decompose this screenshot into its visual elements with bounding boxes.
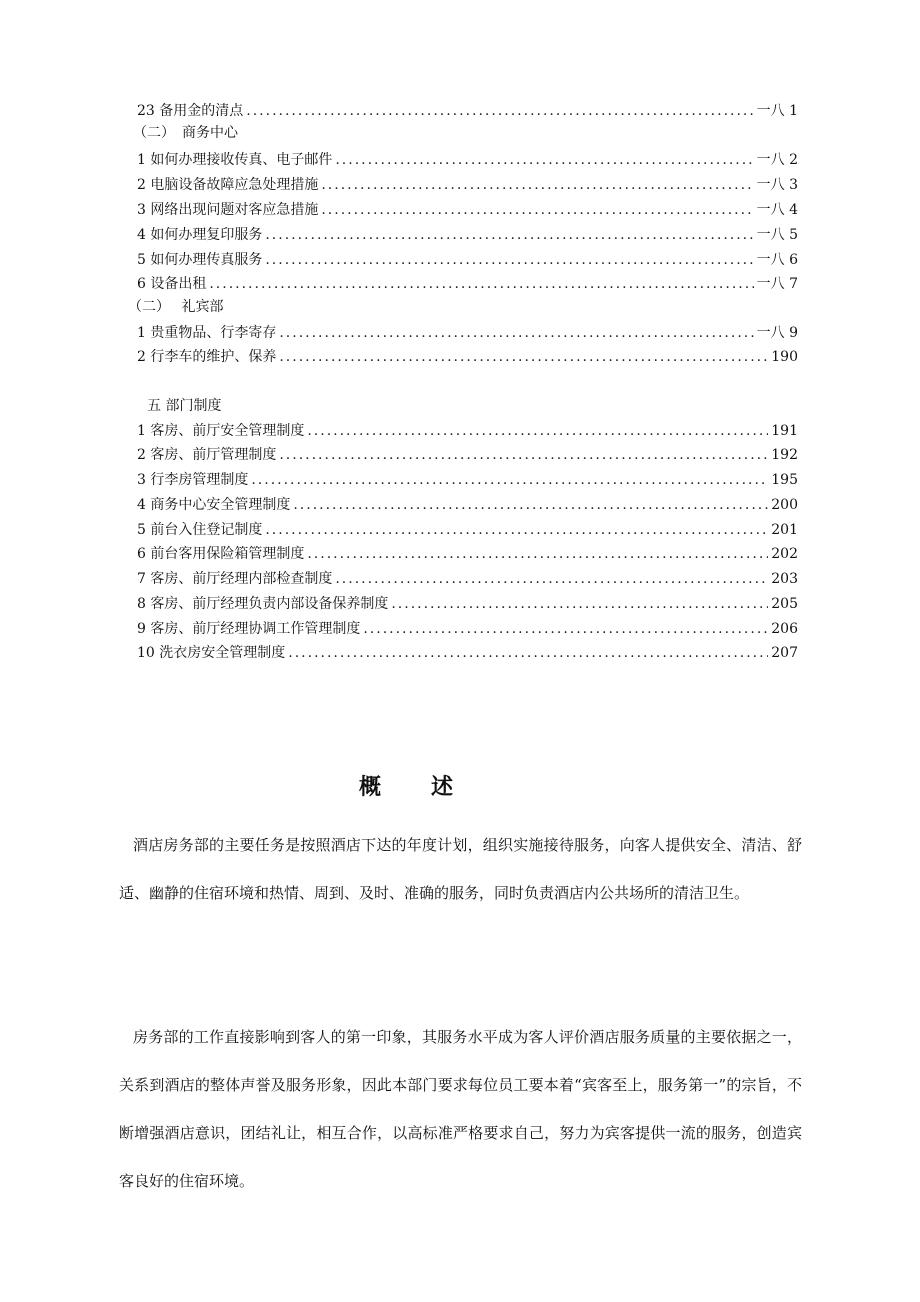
toc-entry[interactable]	[137, 174, 798, 196]
toc-leader-dots	[209, 273, 753, 295]
toc-entry[interactable]	[137, 593, 798, 615]
toc-entry-title: 2 客房、前厅管理制度	[137, 447, 277, 463]
toc-entry-title: 1 如何办理接收传真、电子邮件	[137, 152, 333, 168]
overview-title: 概述	[358, 775, 503, 800]
toc-entry[interactable]	[137, 100, 798, 122]
toc-leader-dots	[265, 249, 753, 271]
toc-entry-page: 一八 4	[756, 202, 798, 218]
toc-entry-title: 8 客房、前厅经理负责内部设备保养制度	[137, 596, 389, 612]
toc-entry-page: 一八 3	[756, 177, 798, 193]
toc-leader-dots	[363, 618, 768, 640]
toc-leader-dots	[391, 593, 768, 615]
toc-entry-title: 4 商务中心安全管理制度	[137, 497, 291, 513]
toc-entry-page: 207	[771, 645, 798, 661]
toc-entry-title: 5 前台入住登记制度	[137, 522, 263, 538]
toc-entry-title: 2 电脑设备故障应急处理措施	[137, 177, 319, 193]
toc-leader-dots	[288, 642, 768, 664]
toc-entry-title: 5 如何办理传真服务	[137, 252, 263, 268]
toc-leader-dots	[279, 322, 753, 344]
toc-entry[interactable]	[137, 568, 798, 590]
toc-entry[interactable]	[137, 149, 798, 171]
toc-entry[interactable]	[137, 249, 798, 271]
toc-entry-title: 4 如何办理复印服务	[137, 227, 263, 243]
toc-entry-title: 6 设备出租	[137, 276, 207, 292]
toc-entry-page: 201	[771, 522, 798, 538]
toc-leader-dots	[251, 469, 768, 491]
toc-section-heading: （二） 商务中心	[133, 125, 238, 141]
toc-entry-title: 7 客房、前厅经理内部检查制度	[137, 571, 333, 587]
toc-entry-title: 3 网络出现问题对客应急措施	[137, 202, 319, 218]
toc-entry-page: 203	[771, 571, 798, 587]
toc-section-heading: （二） 礼宾部	[128, 299, 224, 315]
toc-entry-page: 195	[771, 472, 798, 488]
toc-section-heading: 五 部门制度	[147, 398, 222, 414]
toc-leader-dots	[335, 149, 753, 171]
toc-leader-dots	[307, 543, 768, 565]
toc-entry-title: 3 行李房管理制度	[137, 472, 249, 488]
toc-entry[interactable]	[137, 420, 798, 442]
toc-leader-dots	[279, 444, 768, 466]
toc-entry-title: 6 前台客用保险箱管理制度	[137, 546, 305, 562]
toc-leader-dots	[321, 199, 753, 221]
toc-leader-dots	[246, 100, 753, 122]
toc-entry-page: 192	[771, 447, 798, 463]
toc-leader-dots	[293, 494, 768, 516]
overview-paragraph: 酒店房务部的主要任务是按照酒店下达的年度计划，组织实施接待服务，向客人提供安全、清洁、舒适、幽静的住宿环境和热情、周到、及时、准确的服务，同时负责酒店内公共场所的清洁卫生。	[119, 836, 802, 902]
toc-entry[interactable]	[137, 224, 798, 246]
toc-entry-page: 190	[771, 349, 798, 365]
toc-entry-page: 191	[771, 423, 798, 439]
toc-entry-page: 一八 1	[756, 103, 798, 119]
toc-entry-title: 23 备用金的清点	[137, 103, 244, 119]
toc-entry-page: 一八 9	[756, 325, 798, 341]
toc-entry[interactable]	[137, 494, 798, 516]
overview-paragraph: 房务部的工作直接影响到客人的第一印象，其服务水平成为客人评价酒店服务质量的主要依据之一，关系到酒店的整体声誉及服务形象，因此本部门要求每位员工要本着“宾客至上，服务第一”的宗旨，不断增强酒店意识，团结礼让，相互合作，以高标准严格要求自己，努力为宾客提供一流的服务，创造宾客良好的住宿环境。	[119, 1028, 802, 1190]
toc-entry[interactable]	[137, 346, 798, 368]
toc-entry-title: 9 客房、前厅经理协调工作管理制度	[137, 621, 361, 637]
toc-entry-title: 1 贵重物品、行李寄存	[137, 325, 277, 341]
toc-entry[interactable]	[137, 618, 798, 640]
toc-entry-page: 一八 6	[756, 252, 798, 268]
toc-entry[interactable]	[137, 444, 798, 466]
toc-entry-page: 202	[771, 546, 798, 562]
toc-leader-dots	[279, 346, 768, 368]
toc-entry-title: 2 行李车的维护、保养	[137, 349, 277, 365]
toc-entry-page: 一八 5	[756, 227, 798, 243]
toc-entry[interactable]	[137, 199, 798, 221]
toc-leader-dots	[307, 420, 768, 442]
toc-entry-page: 205	[771, 596, 798, 612]
toc-leader-dots	[335, 568, 768, 590]
toc-leader-dots	[265, 224, 753, 246]
toc-leader-dots	[321, 174, 753, 196]
toc-entry-title: 1 客房、前厅安全管理制度	[137, 423, 305, 439]
toc-entry-page: 一八 7	[756, 276, 798, 292]
toc-entry[interactable]	[137, 642, 798, 664]
toc-entry-page: 一八 2	[756, 152, 798, 168]
toc-entry[interactable]	[137, 322, 798, 344]
toc-entry-page: 206	[771, 621, 798, 637]
toc-entry-title: 10 洗衣房安全管理制度	[137, 645, 286, 661]
toc-entry[interactable]	[137, 469, 798, 491]
toc-entry-page: 200	[771, 497, 798, 513]
toc-entry[interactable]	[137, 543, 798, 565]
toc-entry[interactable]	[137, 519, 798, 541]
toc-leader-dots	[265, 519, 768, 541]
toc-entry[interactable]	[137, 273, 798, 295]
